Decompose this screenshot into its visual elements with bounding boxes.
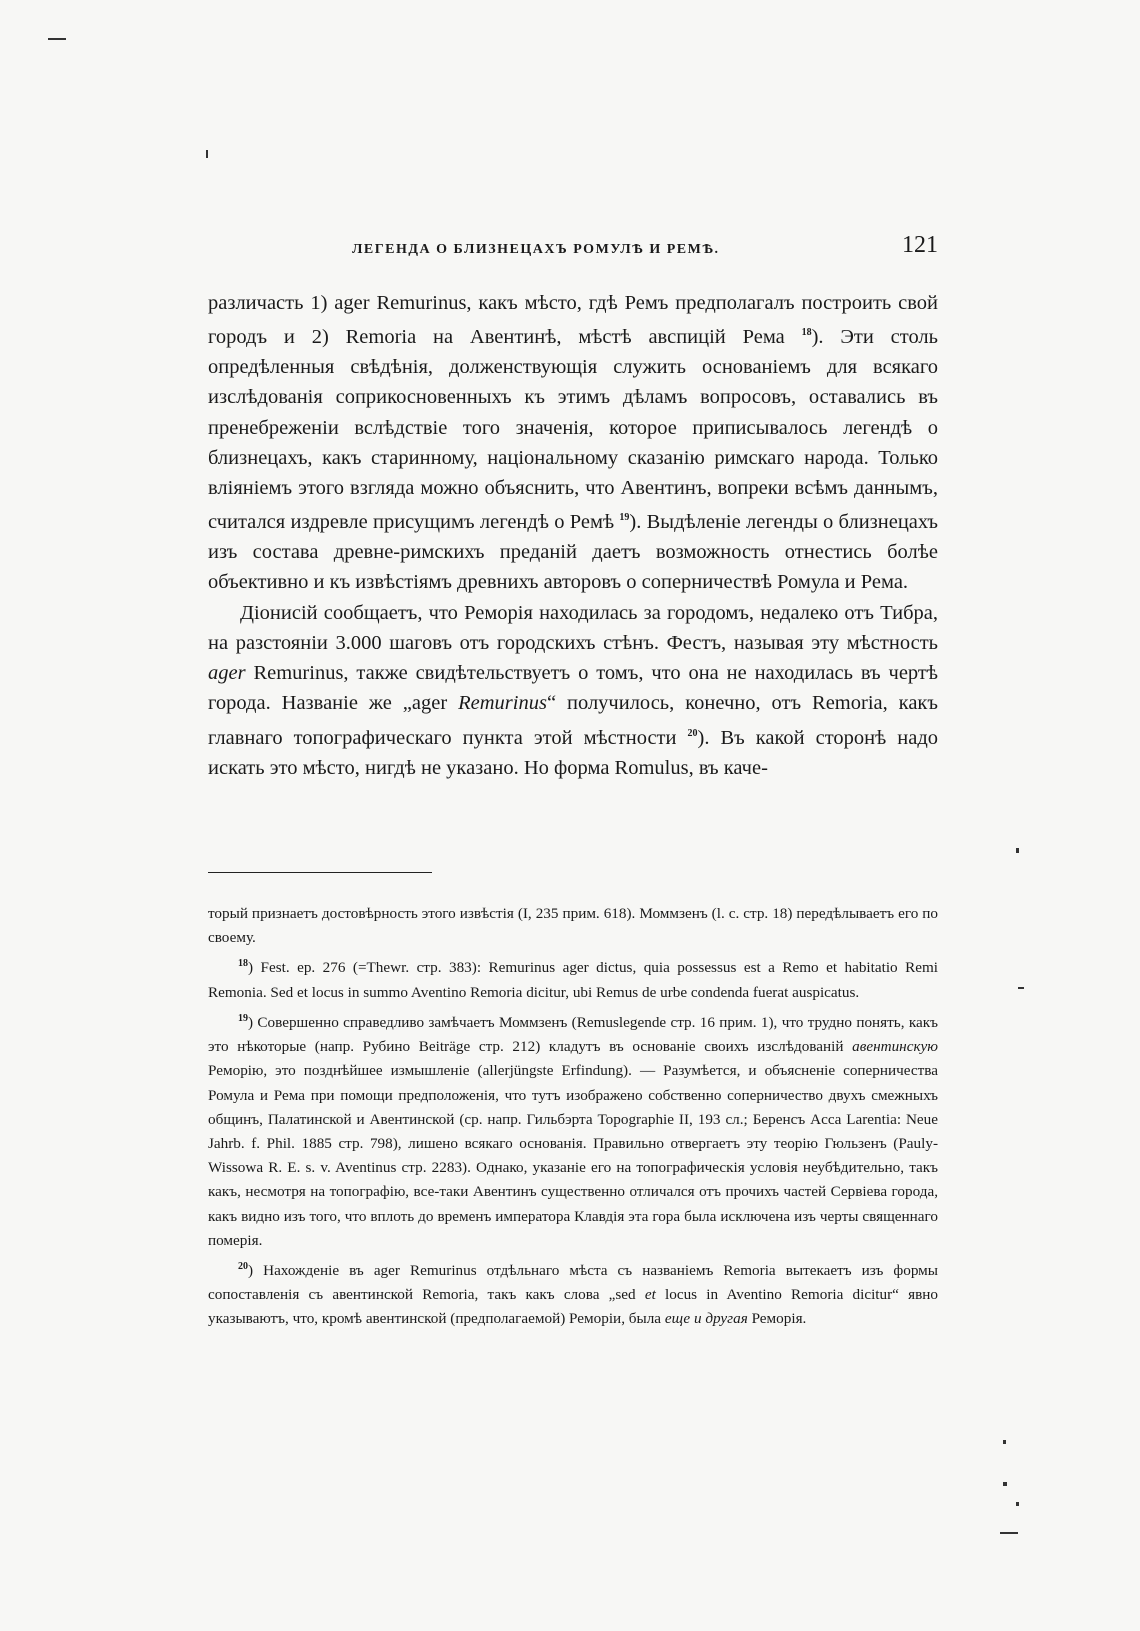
- scan-mark-right-1: [1016, 848, 1019, 853]
- footnote-ref-18: 18: [801, 327, 812, 339]
- page-number: 121: [902, 232, 938, 258]
- footnote-19-italic: авентинскую: [852, 1038, 938, 1056]
- footnote-19-part-b: Ремоpію, это позднѣйшее измышленіе (allerjüngste Erfindung). — Разумѣется, и объясненіе соперничества Ромула и Рема при помощи предположенія, что тутъ изображено собственно соперничество двухъ смежныхъ общинъ, Палатинской и Авентинской (ср. напр. Гильбэрта Topographie II, 193 сл.; Беренсъ Acca Larentia: Neue Jahrb. f. Phil. 1885 стр. 798), лишено всякаго основанія. Правильно отвергаетъ эту теорію Гюльзенъ (Pauly-Wissowa R. E. s. v. Aventinus стр. 2283). Однако, указаніе его на топографическія условія неубѣдительно, такъ какъ, несмотря на топографію, все-таки Авентинъ существенно отличался отъ прочихъ частей Сервіева города, какъ видно изъ того, что вплоть до временъ императора Клавдія эта гора была исключена изъ черты священнаго померія.: [208, 1062, 938, 1249]
- paragraph-1-part-a: различасть 1) ager Remurinus, какъ мѣсто, гдѣ Ремъ предполагалъ построить свой городъ и 2) Remoria на Авентинѣ, мѣстѣ авспицій Рема: [208, 292, 938, 349]
- footnote-continuation: торый признаетъ достовѣрность этого извѣстія (I, 235 прим. 618). Моммзенъ (l. c. стр. 18) передѣлываетъ его по своему.: [208, 905, 938, 947]
- paragraph-2-part-a: Діонисій сообщаетъ, что Ремоpія находилась за городомъ, недалеко отъ Тибра, на разстояніи 3.000 шаговъ отъ городскихъ стѣнъ. Фестъ, называя эту мѣстность: [208, 601, 938, 654]
- running-title: ЛЕГЕНДА О БЛИЗНЕЦАХЪ РОМУЛѢ И РЕМѢ.: [352, 242, 720, 257]
- footnote-19-mark: 19: [238, 1012, 248, 1024]
- ager-italic: ager: [208, 662, 246, 685]
- footnote-20-italic: еще и другая: [664, 1310, 748, 1328]
- main-text: [208, 288, 938, 783]
- footnote-18-text: ) Fest. ep. 276 (=Thewr. стр. 383): Remurinus ager dictus, quia possessus est a Remo et habitatio Remi Remonia. Sed et locus in summo Aventino Remoria dicitur, ubi Remus de urbe condenda fuerat auspicatus.: [208, 959, 938, 1001]
- footnote-20-mark: 20: [238, 1260, 248, 1272]
- scan-mark-right-6: [1000, 1532, 1018, 1534]
- paragraph-2-part-c: “ получилось, конечно, отъ Remoria, какъ главнаго топографическаго пункта этой мѣстности: [208, 692, 938, 749]
- scan-mark-right-3: [1003, 1440, 1006, 1444]
- scan-mark-right-2: [1018, 987, 1024, 989]
- footnote-19: [208, 1007, 938, 1253]
- footnote-20-part-c: Ремоpія.: [747, 1310, 807, 1328]
- footnote-ref-19: 19: [619, 512, 630, 524]
- paragraph-1-part-b: ). Эти столь опредѣленныя свѣдѣнія, долженствующія служить основаніемъ для всякаго изслѣдованія соприкосновенныхъ къ этимъ дѣламъ вопросовъ, оставались въ пренебреженіи вслѣдствіе того значенія, которое приписывалось легендѣ о близнецахъ, какъ старинному, національному сказанію римскаго народа. Только вліяніемъ этого взгляда можно объяснить, что Авентинъ, вопреки всѣмъ даннымъ, считался издревле присущимъ легендѣ о Ремѣ: [208, 326, 939, 534]
- footnote-20-et-italic: et: [644, 1286, 656, 1304]
- paragraph-2-part-d: ). Въ какой сторонѣ надо искать это мѣсто, нигдѣ не указано. Но форма Romulus, въ каче-: [208, 726, 938, 779]
- footnote-18: [208, 952, 938, 1004]
- footnote-20-part-a: ) Нахожденіе въ ager Remurinus отдѣльнаго мѣста съ названіемъ Remoria вытекаетъ изъ формы сопоставленія съ авентинской Remoria, такъ какъ слова „sed: [208, 1262, 938, 1304]
- footnote-20-part-b: locus in Aventino Remoria dicitur“ явно указываютъ, что, кромѣ авентинской (предполагаемой) Ремоpіи, была: [208, 1286, 938, 1328]
- scan-mark-top-left: [48, 38, 66, 40]
- page-header: [210, 232, 938, 266]
- paragraph-1: [208, 288, 938, 598]
- footnote-19-part-a: ) Совершенно справедливо замѣчаетъ Моммзенъ (Remuslegende стр. 16 прим. 1), что трудно понять, какъ это нѣкоторые (напр. Рубино Beiträge стр. 212) кладутъ въ основаніе своихъ изслѣдованій: [208, 1013, 938, 1056]
- footnote-divider: [208, 872, 432, 873]
- paragraph-1-part-c: ). Выдѣленіе легенды о близнецахъ изъ состава древне-римскихъ преданій даетъ возможность отнестись болѣе объективно и къ извѣстіямъ древнихъ авторовъ о соперничествѣ Ромула и Рема.: [208, 511, 938, 594]
- footnote-18-mark: 18: [238, 958, 248, 970]
- remurinus-italic: Remurinus: [458, 692, 547, 715]
- paragraph-2: [208, 598, 938, 783]
- scan-mark-right-5: [1016, 1502, 1019, 1506]
- scan-mark-margin-1: [206, 150, 208, 158]
- scan-mark-right-4: [1003, 1482, 1007, 1486]
- footnotes: [208, 902, 938, 1334]
- footnote-20: [208, 1255, 938, 1332]
- paragraph-2-part-b: Remurinus, также свидѣтельствуетъ о томъ, что она не находилась въ чертѣ города. Названіе же „ager: [208, 662, 938, 715]
- footnote-ref-20: 20: [687, 727, 698, 739]
